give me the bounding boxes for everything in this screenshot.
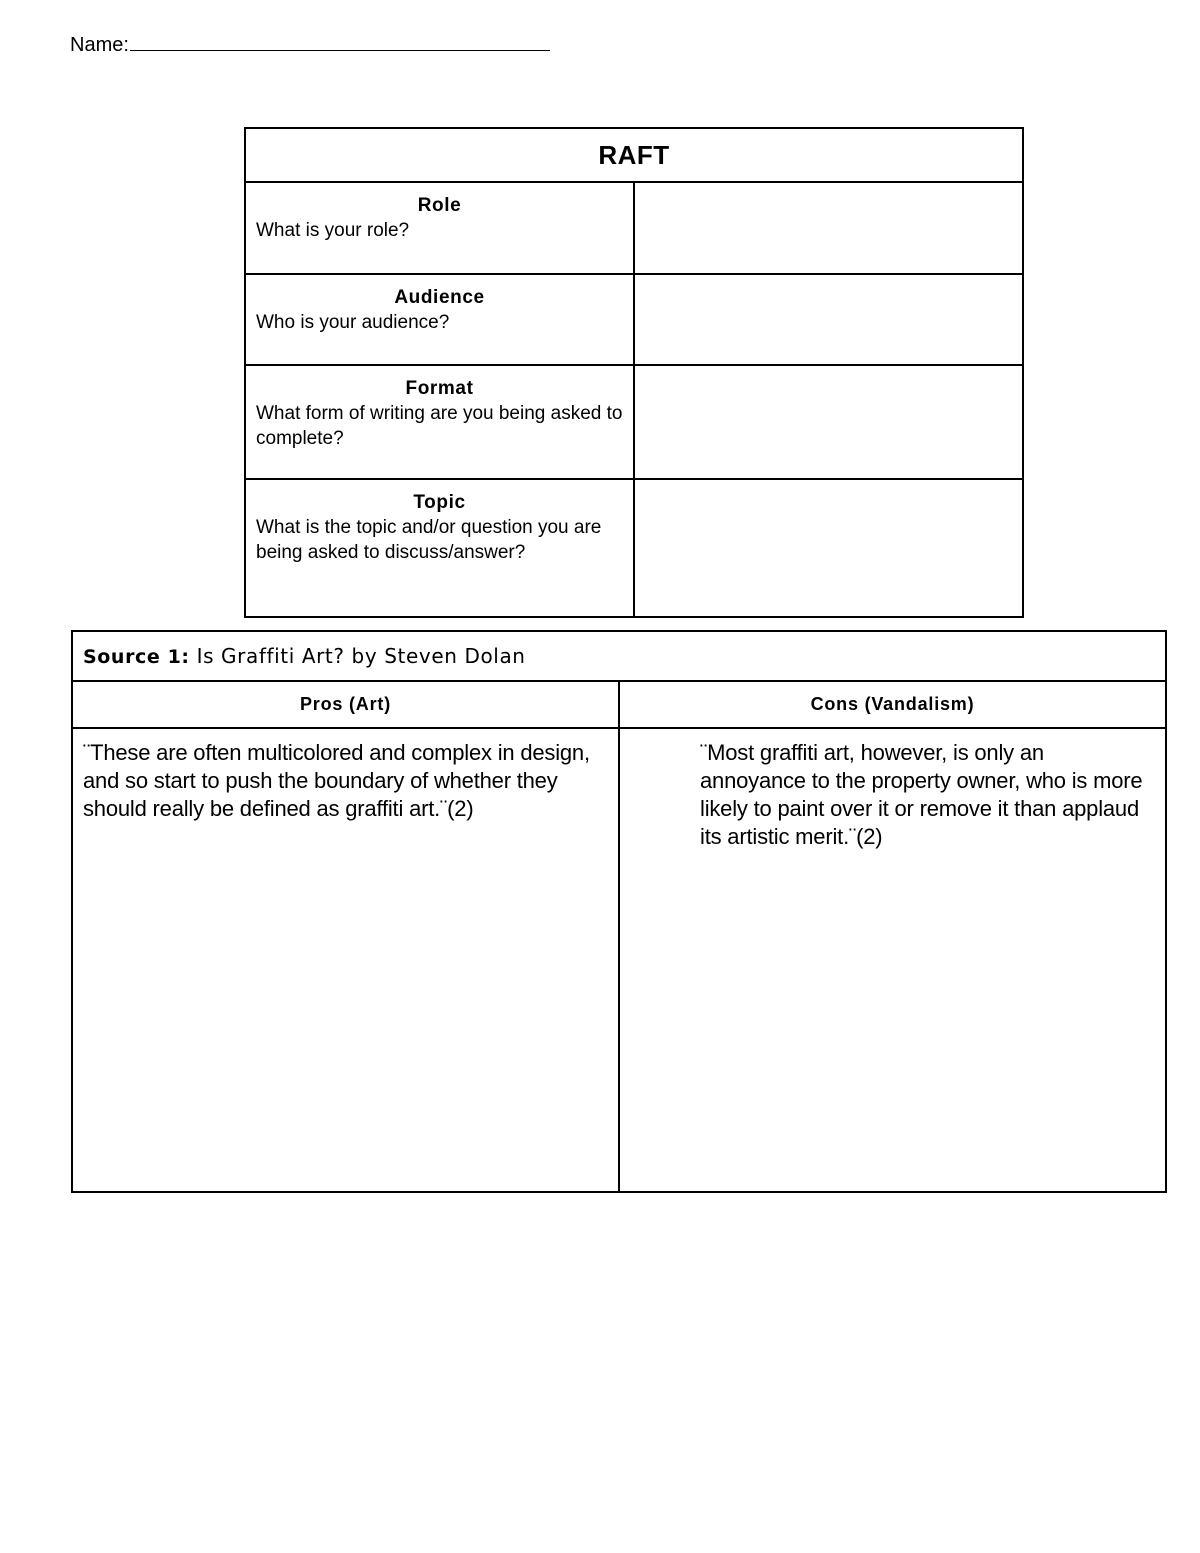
name-blank-line[interactable] xyxy=(130,30,550,51)
raft-row-format xyxy=(245,365,1023,479)
source-title xyxy=(72,631,1166,681)
raft-table xyxy=(244,127,1024,618)
column-header-cons: Cons (Vandalism) xyxy=(619,681,1166,728)
raft-row-role xyxy=(245,182,1023,274)
raft-heading-topic: Topic xyxy=(413,492,466,513)
name-field xyxy=(70,30,550,57)
raft-label-cell xyxy=(245,274,634,365)
raft-row-audience xyxy=(245,274,1023,365)
raft-row-topic xyxy=(245,479,1023,617)
raft-label-cell xyxy=(245,365,634,479)
raft-prompt-audience: Who is your audience? xyxy=(256,312,450,333)
raft-heading-format: Format xyxy=(405,378,474,399)
name-label: Name: xyxy=(70,34,129,56)
raft-prompt-topic: What is the topic and/or question you are being asked to discuss/answer? xyxy=(256,517,602,563)
column-header-pros: Pros (Art) xyxy=(72,681,619,728)
raft-heading-audience: Audience xyxy=(394,287,485,308)
source-title-prefix: Source 1: xyxy=(83,646,190,668)
pros-quote-cell[interactable]: ¨These are often multicolored and complex in design, and so start to push the boundary of whether they should really be defined as graffiti art.¨(2) xyxy=(72,728,619,1192)
raft-answer-format[interactable] xyxy=(634,365,1023,479)
source-table xyxy=(71,630,1167,1193)
raft-prompt-format: What form of writing are you being asked to complete? xyxy=(256,403,623,449)
raft-answer-topic[interactable] xyxy=(634,479,1023,617)
cons-quote-cell[interactable]: ¨Most graffiti art, however, is only an annoyance to the property owner, who is more likely to paint over it or remove it than applaud its artistic merit.¨(2) xyxy=(619,728,1166,1192)
raft-prompt-role: What is your role? xyxy=(256,220,410,241)
source-title-text: Is Graffiti Art? by Steven Dolan xyxy=(189,644,526,668)
raft-title: RAFT xyxy=(245,128,1023,182)
raft-heading-role: Role xyxy=(417,195,462,216)
raft-answer-audience[interactable] xyxy=(634,274,1023,365)
raft-answer-role[interactable] xyxy=(634,182,1023,274)
raft-label-cell xyxy=(245,479,634,617)
raft-label-cell xyxy=(245,182,634,274)
